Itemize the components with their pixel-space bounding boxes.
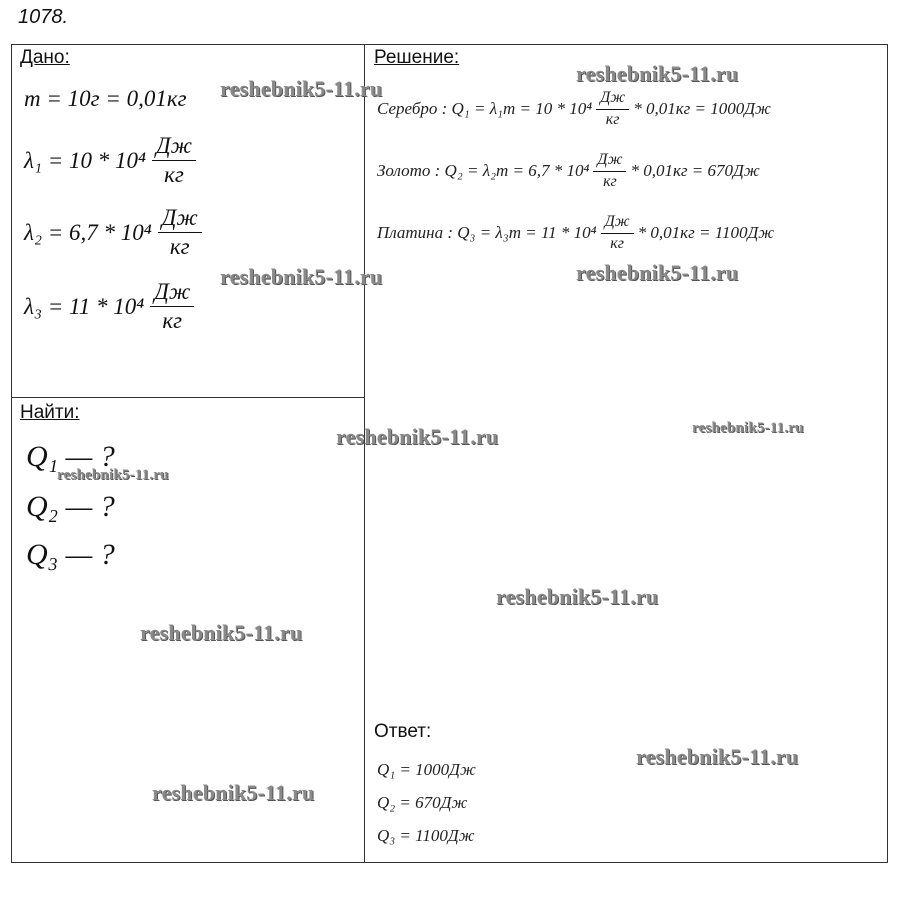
unit-numerator: Дж — [601, 214, 634, 234]
watermark: reshebnik5-11.ru — [336, 424, 499, 449]
answer-q3: Q₃ = 1100Дж — [377, 826, 475, 845]
platinum-unit-fraction — [601, 214, 634, 253]
lambda2-unit-fraction — [158, 206, 202, 259]
watermark: reshebnik5-11.ru — [636, 744, 799, 769]
answer-title: Ответ: — [374, 721, 432, 742]
answer-q2: Q₂ = 670Дж — [377, 793, 468, 812]
given-lambda1 — [24, 134, 196, 187]
unit-numerator: Дж — [593, 152, 626, 172]
solution-header: Решение: — [374, 47, 460, 68]
unit-denominator: кг — [610, 234, 624, 252]
given-find-divider — [11, 397, 365, 398]
find-q1: Q₁ — ? — [26, 440, 115, 473]
watermark: reshebnik5-11.ru — [496, 584, 659, 609]
unit-numerator: Дж — [150, 280, 194, 307]
gold-result: * 0,01кг = 670Дж — [630, 161, 760, 181]
platinum-result: * 0,01кг = 1100Дж — [637, 223, 775, 243]
unit-denominator: кг — [603, 172, 617, 190]
column-divider — [364, 44, 365, 863]
watermark: reshebnik5-11.ru — [140, 620, 303, 645]
silver-formula: Серебро : Q₁ = λ₁m = 10 * 10⁴ — [377, 99, 593, 119]
given-lambda3 — [24, 280, 194, 333]
lambda2-value: λ₂ = 6,7 * 10⁴ — [24, 219, 152, 245]
unit-numerator: Дж — [152, 134, 196, 161]
lambda1-value: λ₁ = 10 * 10⁴ — [24, 147, 146, 173]
given-lambda2 — [24, 206, 202, 259]
lambda3-value: λ₃ = 11 * 10⁴ — [24, 293, 145, 319]
gold-formula: Золото : Q₂ = λ₂m = 6,7 * 10⁴ — [377, 161, 590, 181]
silver-unit-fraction — [596, 90, 629, 129]
unit-denominator: кг — [169, 234, 190, 260]
platinum-formula: Платина : Q₃ = λ₃m = 11 * 10⁴ — [377, 223, 597, 243]
watermark: reshebnik5-11.ru — [220, 76, 383, 101]
watermark: reshebnik5-11.ru — [220, 264, 383, 289]
watermark: reshebnik5-11.ru — [152, 780, 315, 805]
gold-unit-fraction — [593, 152, 626, 191]
answer-q1: Q₁ = 1000Дж — [377, 760, 476, 779]
watermark: reshebnik5-11.ru — [576, 61, 739, 86]
silver-result: * 0,01кг = 1000Дж — [633, 99, 771, 119]
lambda3-unit-fraction — [150, 280, 194, 333]
unit-numerator: Дж — [158, 206, 202, 233]
solution-gold — [377, 152, 760, 191]
find-header: Найти: — [20, 402, 80, 423]
unit-denominator: кг — [164, 162, 184, 188]
problem-number: 1078. — [18, 6, 69, 28]
unit-denominator: кг — [605, 110, 620, 128]
find-q2: Q₂ — ? — [26, 490, 115, 523]
solution-silver — [377, 90, 771, 129]
given-mass: m = 10г = 0,01кг — [24, 86, 187, 111]
watermark: reshebnik5-11.ru — [576, 260, 739, 285]
unit-denominator: кг — [162, 308, 183, 334]
find-q3: Q₃ — ? — [26, 538, 115, 571]
watermark: reshebnik5-11.ru — [692, 420, 804, 436]
lambda1-unit-fraction — [152, 134, 196, 187]
solution-platinum — [377, 214, 774, 253]
watermark: reshebnik5-11.ru — [57, 467, 169, 483]
given-header: Дано: — [20, 47, 70, 68]
unit-numerator: Дж — [596, 90, 629, 110]
